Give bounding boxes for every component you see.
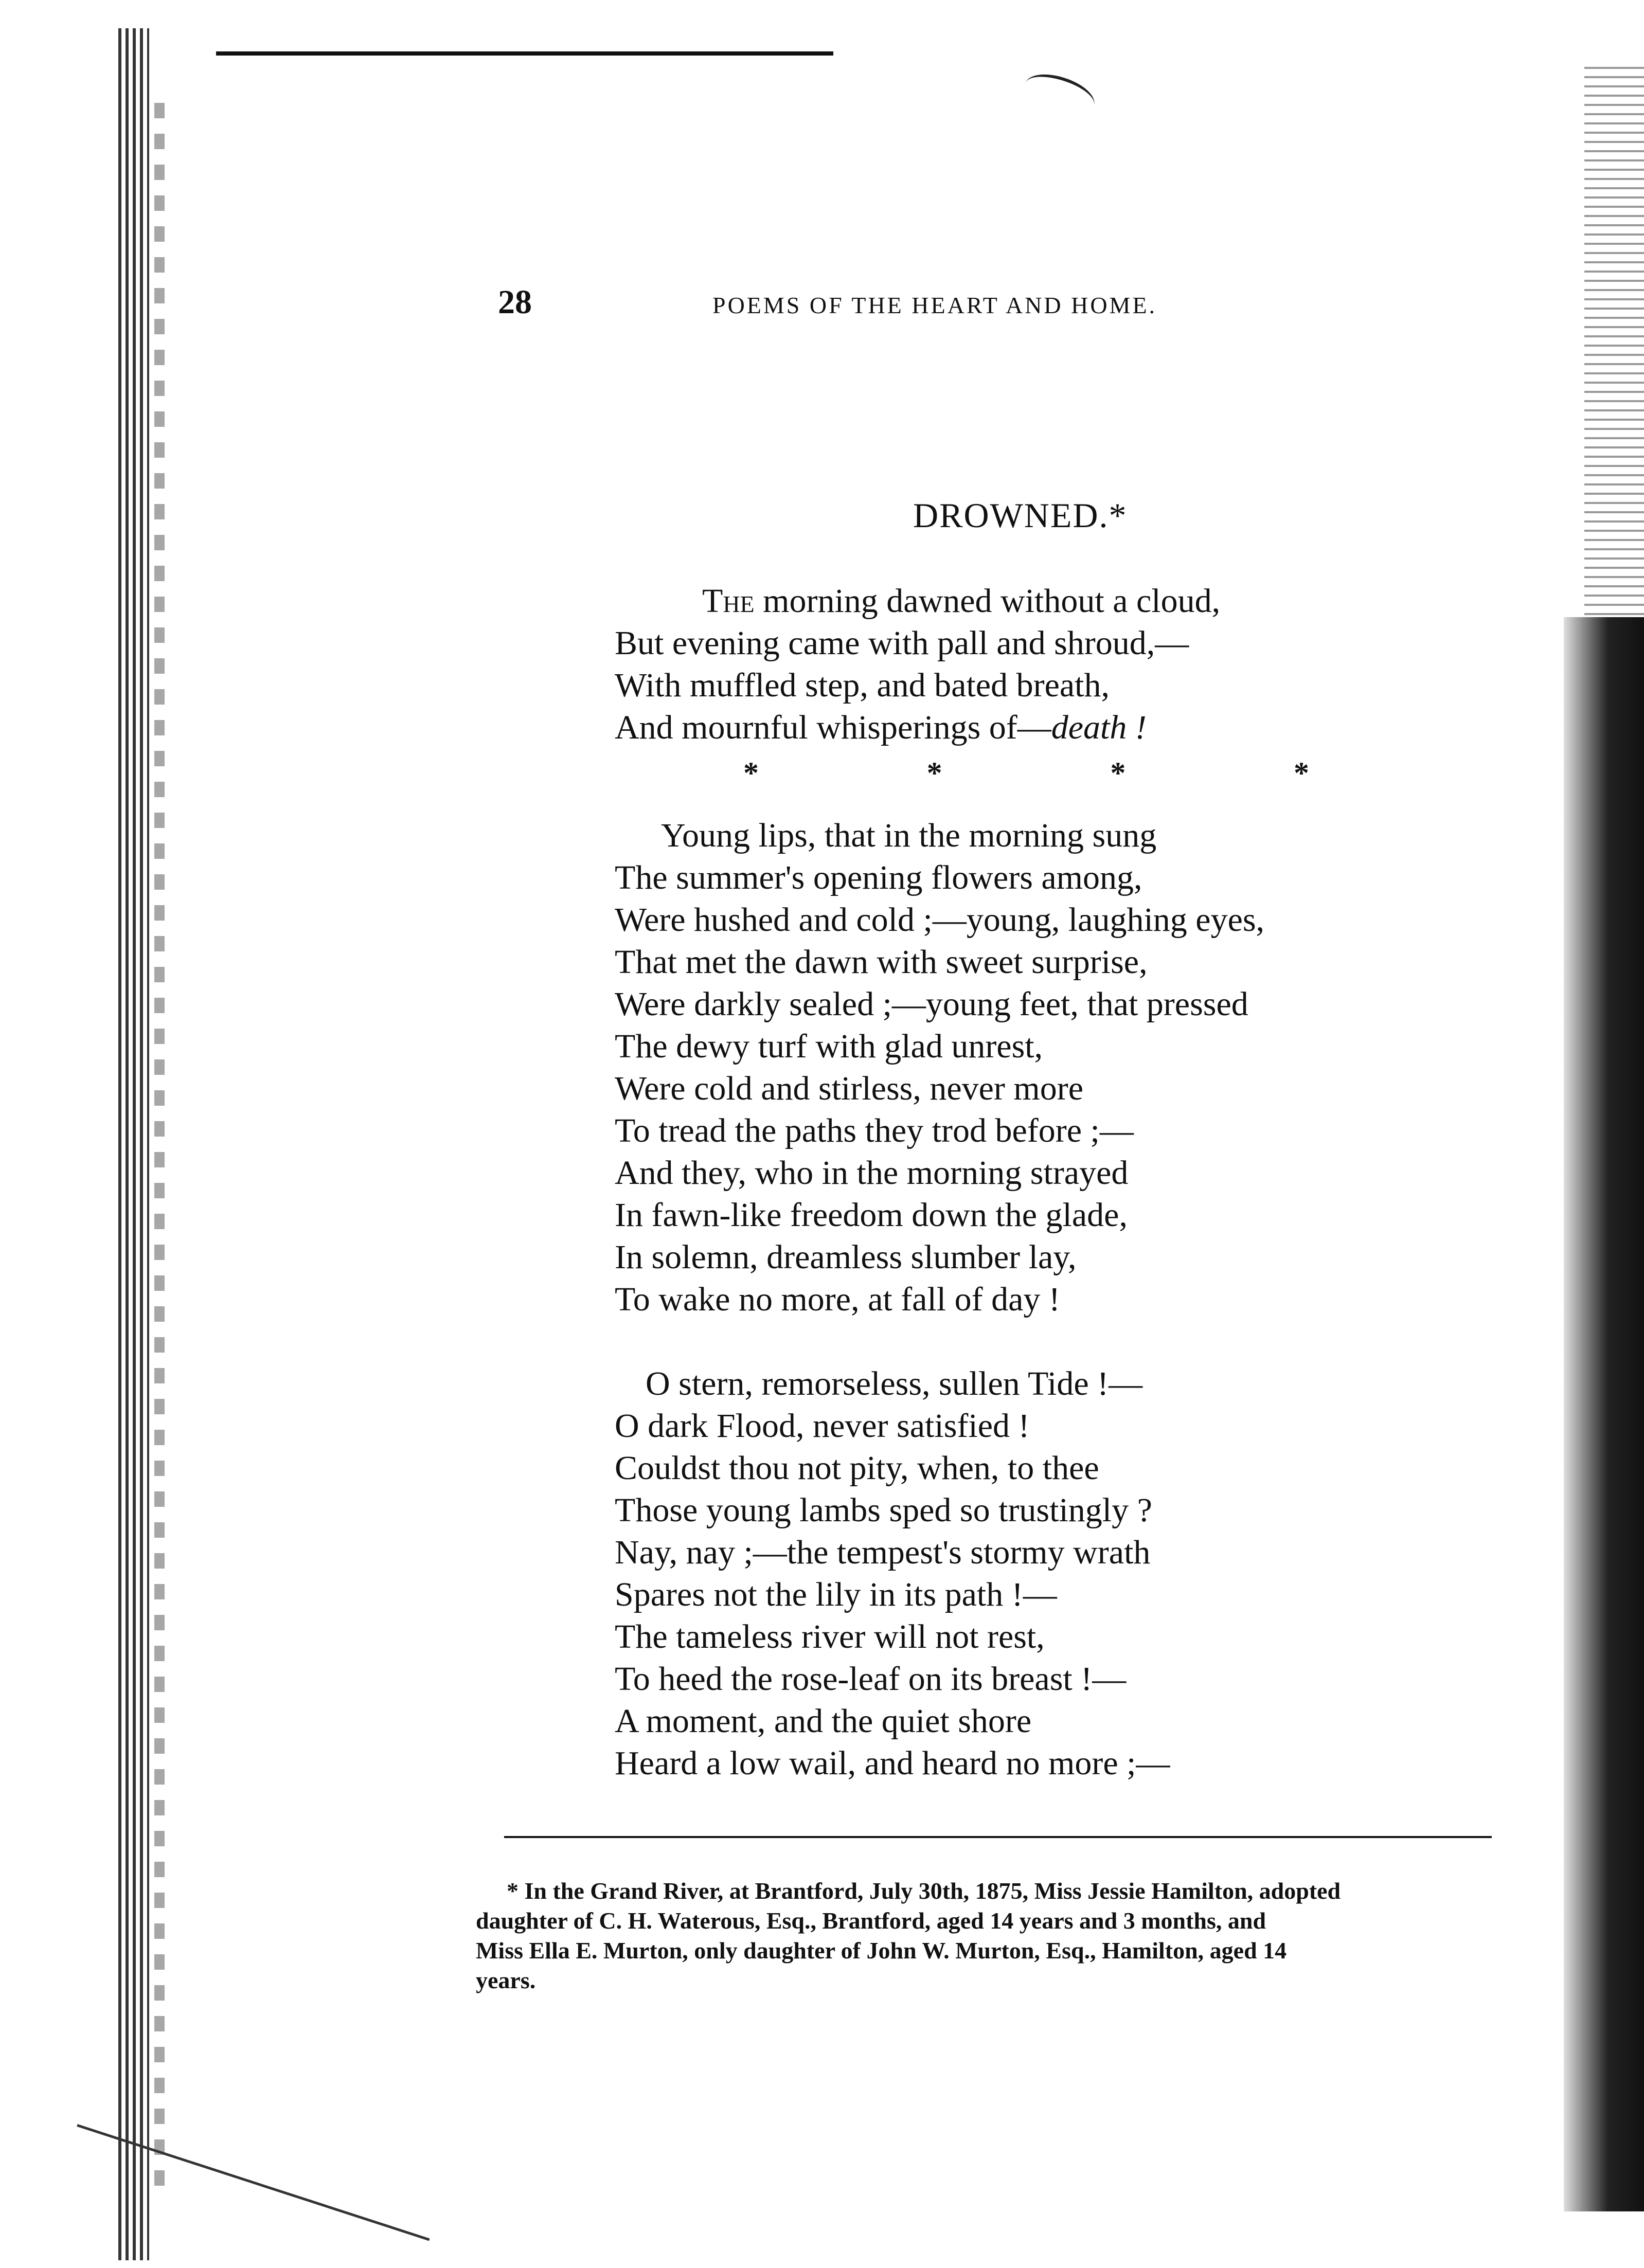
poem-line: That met the dawn with sweet surprise, [615, 943, 1148, 981]
poem-line [615, 707, 1309, 749]
poem-line: The tameless river will not rest, [615, 1618, 1045, 1655]
scan-binding-edge [118, 28, 149, 2260]
poem-line: With muffled step, and bated breath, [615, 667, 1110, 704]
poem-line: The summer's opening flowers among, [615, 859, 1142, 896]
poem-line: Nay, nay ;—the tempest's stormy wrath [615, 1534, 1151, 1571]
separator-star: * [1110, 756, 1126, 790]
poem-line: Heard a low wail, and heard no more ;— [615, 1744, 1170, 1782]
poem-first-word: The [702, 582, 755, 620]
poem-line: Were darkly sealed ;—young feet, that pressed [615, 985, 1248, 1023]
poem-line [615, 580, 1309, 622]
scan-right-specks [1584, 67, 1644, 617]
poem-line: To tread the paths they trod before ;— [615, 1112, 1134, 1149]
poem-line: To wake no more, at fall of day ! [615, 1281, 1060, 1318]
poem-italic-word: death ! [1051, 709, 1147, 746]
footnote-line: Miss Ella E. Murton, only daughter of John W. Murton, Esq., Hamilton, aged 14 [476, 1937, 1287, 1964]
scan-top-rule [216, 51, 833, 56]
poem-line: The dewy turf with glad unrest, [615, 1028, 1043, 1065]
footnote-line: daughter of C. H. Waterous, Esq., Brantford, aged 14 years and 3 months, and [476, 1907, 1266, 1934]
scan-binding-shadow [154, 103, 165, 2186]
poem-title: DROWNED.* [913, 496, 1128, 535]
poem-line: And they, who in the morning strayed [615, 1154, 1129, 1192]
separator-star: * [1293, 756, 1309, 790]
poem-line: To heed the rose-leaf on its breast !— [615, 1660, 1127, 1698]
poem-line: In fawn-like freedom down the glade, [615, 1196, 1128, 1234]
separator-star: * [743, 756, 759, 790]
footnote [476, 1876, 1525, 1995]
poem-line: Those young lambs sped so trustingly ? [615, 1491, 1152, 1529]
poem-line: A moment, and the quiet shore [615, 1702, 1032, 1740]
poem-line-rest: morning dawned without a cloud, [754, 582, 1221, 620]
poem-line-start: And mournful whisperings of— [615, 709, 1051, 746]
poem-line: O stern, remorseless, sullen Tide !— [646, 1365, 1143, 1402]
stanza-2 [615, 815, 1309, 1321]
scan-right-edge [1564, 617, 1644, 2211]
footnote-line: years. [476, 1967, 536, 1993]
poem-line: O dark Flood, never satisfied ! [615, 1407, 1030, 1445]
section-separator [615, 752, 1309, 794]
poem-line: Were hushed and cold ;—young, laughing eyes, [615, 901, 1265, 939]
separator-star: * [926, 756, 942, 790]
poem-line: Young lips, that in the morning sung [661, 817, 1157, 854]
poem-line: But evening came with pall and shroud,— [615, 624, 1189, 662]
poem-line: Spares not the lily in its path !— [615, 1576, 1057, 1613]
footnote-line: * In the Grand River, at Brantford, July 30th, 1875, Miss Jessie Hamilton, adopted [507, 1878, 1341, 1904]
scan-top-mark [1020, 67, 1099, 121]
running-head: POEMS OF THE HEART AND HOME. [712, 292, 1157, 318]
poem-body [615, 580, 1309, 1785]
stanza-3 [615, 1363, 1309, 1785]
page-number: 28 [498, 283, 532, 321]
footnote-rule [504, 1836, 1492, 1838]
poem-line: In solemn, dreamless slumber lay, [615, 1238, 1077, 1276]
stanza-1 [615, 580, 1309, 749]
poem-line: Couldst thou not pity, when, to thee [615, 1449, 1099, 1487]
poem-line: Were cold and stirless, never more [615, 1070, 1084, 1107]
